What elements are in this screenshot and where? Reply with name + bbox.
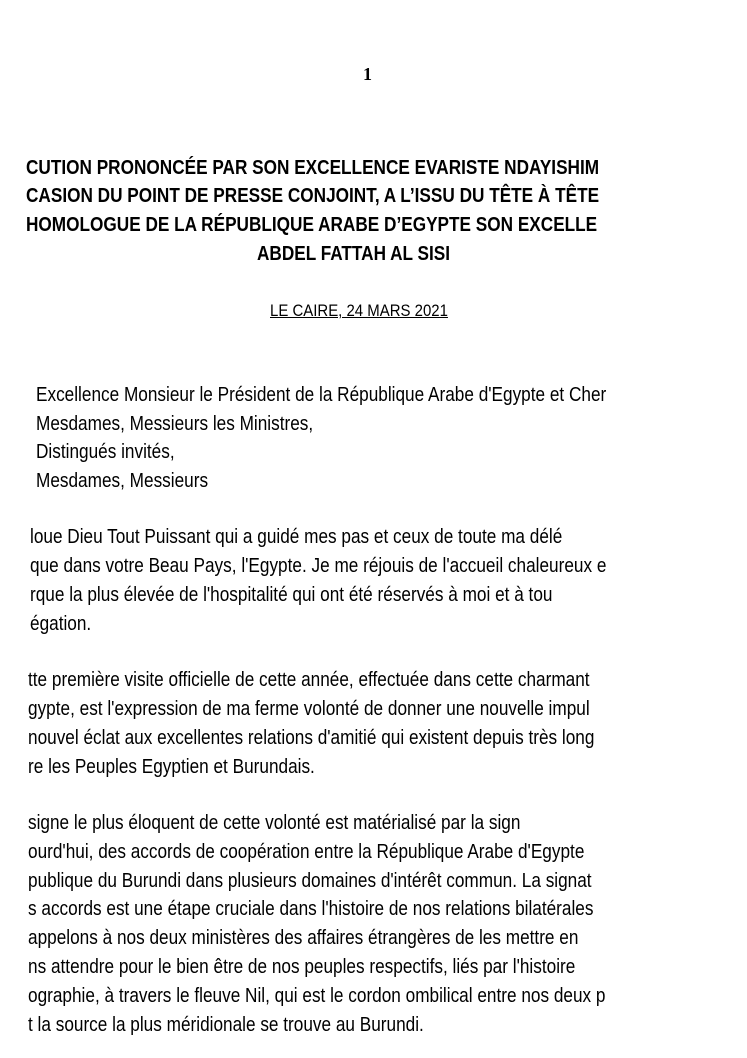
paragraph-line: gypte, est l'expression de ma ferme volonté de donner une nouvelle impul — [28, 698, 590, 720]
paragraph-line: ns attendre pour le bien être de nos peuples respectifs, liés par l'histoire — [28, 956, 576, 978]
title-line-4: ABDEL FATTAH AL SISI — [257, 243, 451, 265]
salutation-line: Excellence Monsieur le Président de la République Arabe d'Egypte et Cher — [36, 384, 607, 406]
salutation-line: Distingués invités, — [36, 441, 175, 463]
paragraph-line: égation. — [30, 613, 92, 635]
paragraph-line: appelons à nos deux ministères des affaires étrangères de les mettre en — [28, 927, 579, 949]
paragraph-line: que dans votre Beau Pays, l'Egypte. Je me réjouis de l'accueil chaleureux e — [30, 555, 607, 577]
title-line-3: HOMOLOGUE DE LA RÉPUBLIQUE ARABE D’EGYPTE SON EXCELLE — [26, 214, 598, 236]
paragraph-line: rque la plus élevée de l'hospitalité qui ont été réservés à moi et à tou — [30, 584, 553, 606]
paragraph-line: nouvel éclat aux excellentes relations d'amitié qui existent depuis très long — [28, 727, 595, 749]
paragraph-line: publique du Burundi dans plusieurs domaines d'intérêt commun. La signat — [28, 870, 592, 892]
paragraph-line: t la source la plus méridionale se trouve au Burundi. — [28, 1014, 424, 1036]
paragraph-line: tte première visite officielle de cette année, effectuée dans cette charmant — [28, 669, 590, 691]
title-line-1: CUTION PRONONCÉE PAR SON EXCELLENCE EVARISTE NDAYISHIM — [26, 157, 600, 179]
salutation-line: Mesdames, Messieurs les Ministres, — [36, 413, 314, 435]
dateline: LE CAIRE, 24 MARS 2021 — [270, 301, 448, 320]
salutation-line: Mesdames, Messieurs — [36, 470, 209, 492]
paragraph-line: s accords est une étape cruciale dans l'histoire de nos relations bilatérales — [28, 898, 594, 920]
title-line-2: CASION DU POINT DE PRESSE CONJOINT, A L’ISSU DU TÊTE À TÊTE — [26, 185, 600, 207]
paragraph-line: loue Dieu Tout Puissant qui a guidé mes pas et ceux de toute ma délé — [30, 526, 563, 548]
paragraph-line: ourd'hui, des accords de coopération entre la République Arabe d'Egypte — [28, 841, 585, 863]
paragraph-line: signe le plus éloquent de cette volonté est matérialisé par la sign — [28, 812, 521, 834]
paragraph-line: ographie, à travers le fleuve Nil, qui est le cordon ombilical entre nos deux p — [28, 985, 606, 1007]
page-number: 1 — [363, 64, 372, 84]
paragraph-line: re les Peuples Egyptien et Burundais. — [28, 756, 315, 778]
